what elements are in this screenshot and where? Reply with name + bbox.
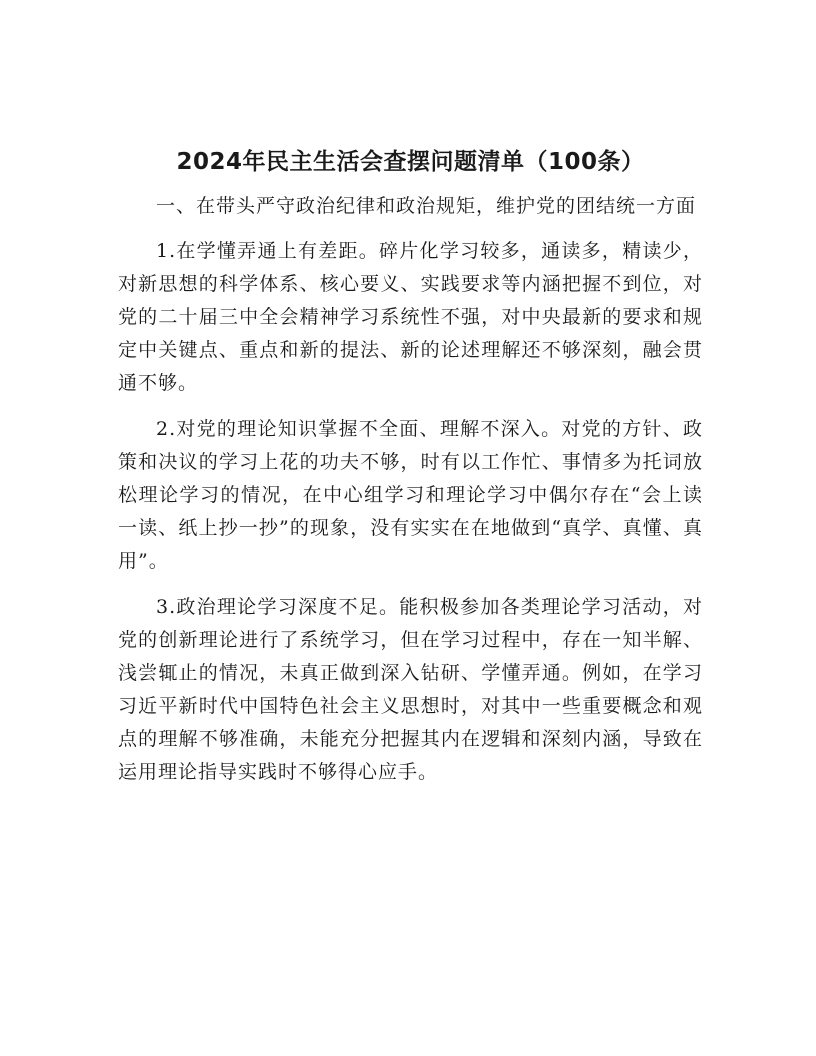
document-title: 2024年民主生活会查摆问题清单（100条） (176, 149, 645, 175)
list-item: 3.政治理论学习深度不足。能积极参加各类理论学习活动，对党的创新理论进行了系统学习，但在学习过程中，存在一知半解、浅尝辄止的情况，未真正做到深入钻研、学懂弄通。例如，在学习习近平新时代中国特色社会主义思想时，对其中一些重要概念和观点的理解不够准确，未能充分把握其内在逻辑和深刻内涵，导致在运用理论指导实践时不够得心应手。 (118, 596, 703, 783)
list-item: 2.对党的理论知识掌握不全面、理解不深入。对党的方针、政策和决议的学习上花的功夫不够，时有以工作忙、事情多为托词放松理论学习的情况，在中心组学习和理论学习中偶尔存在“会上读一读、纸上抄一抄”的现象，没有实实在在地做到“真学、真懂、真用”。 (118, 418, 703, 572)
document-body (118, 140, 703, 802)
section-heading: 一、在带头严守政治纪律和政治规矩，维护党的团结统一方面 (156, 195, 697, 217)
list-item: 1.在学懂弄通上有差距。碎片化学习较多，通读多，精读少，对新思想的科学体系、核心要义、实践要求等内涵把握不到位，对党的二十届三中全会精神学习系统性不强，对中央最新的要求和规定中关键点、重点和新的提法、新的论述理解还不够深刻，融会贯通不够。 (118, 240, 703, 394)
